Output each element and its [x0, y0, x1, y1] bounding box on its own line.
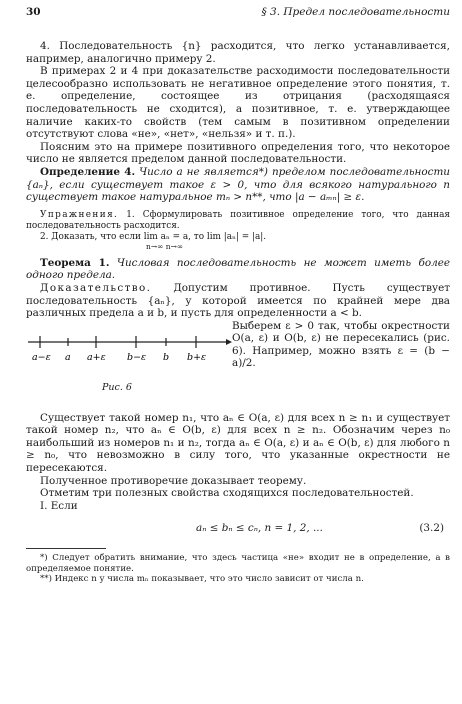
page-number: 30	[26, 6, 41, 18]
exercise-2: 2. Доказать, что если lim aₙ = a, то lim |aₙ| = |a|.	[40, 231, 267, 242]
label-a-plus-eps: a+ε	[87, 351, 106, 363]
exercise-2-limits: n→∞ n→∞	[146, 241, 184, 251]
paragraph-explain: Поясним это на примере позитивного определения того, что некоторое число не является пределом данной последовательности.	[26, 140, 450, 166]
definition-4	[26, 166, 450, 204]
arrow-icon	[226, 339, 232, 345]
label-a: a	[65, 351, 71, 363]
proof-text-4: Полученное противоречие доказывает теорему.	[40, 474, 307, 487]
exercises-title: Упражнения.	[40, 209, 119, 220]
figure-row	[26, 320, 450, 412]
running-title: § 3. Предел последовательности	[261, 6, 450, 18]
formula-expression: aₙ ≤ bₙ ≤ cₙ, n = 1, 2, ...	[196, 522, 323, 535]
paragraph-positive-definition: В примерах 2 и 4 при доказательстве расходимости последовательности целесообразно использовать не негативное определение этого понятия, т. е. определение, состоящее из отрицания (расходящаяся последовательность не сходится), а позитивное, т. е. утверждающее наличие каких-то свойств (тем самым в позитивном определении отсутствуют слова «не», «нет», «нельзя» и т. п.).	[26, 65, 450, 141]
footnote-2: **) Индекс n у числа mₙ показывает, что это число зависит от числа n.	[40, 574, 364, 585]
figure-caption: Рис. 6	[102, 381, 132, 393]
label-b-plus-eps: b+ε	[187, 351, 207, 363]
formula-3-2	[26, 520, 450, 538]
label-b-minus-eps: b−ε	[127, 351, 147, 363]
label-b: b	[163, 351, 170, 363]
proof-text-6: I. Если	[40, 499, 78, 512]
definition-text: Число a не является*) пределом последовательности {aₙ}, если существует такое ε > 0, что для всякого натурального n существует такое натуральное mₙ > n**, что |a − aₘₙ| ≥ ε.	[26, 165, 450, 204]
page-header	[26, 6, 450, 22]
exercises	[26, 210, 450, 251]
footnote-divider	[26, 548, 106, 549]
proof-start	[26, 282, 450, 320]
definition-label: Определение 4.	[40, 165, 136, 178]
proof-text-1: Допустим противное. Пусть существует последовательность {aₙ}, у которой имеется по крайней мере два различных предела a и b, и пусть для определенности a < b.	[26, 281, 450, 320]
theorem-label: Теорема 1.	[40, 256, 110, 269]
proof-text-3: Существует такой номер n₁, что aₙ ∈ O(a, ε) для всех n ≥ n₁ и существует такой номер n₂, что aₙ ∈ O(b, ε) для всех n ≥ n₂. Обозначим через n₀ наибольший из номеров n₁ и n₂, тогда aₙ ∈ O(a, ε) и aₙ ∈ O(b, ε) для любого n ≥ n₀, что невозможно в силу того, что указанные окрестности не пересекаются.	[26, 411, 450, 475]
proof-text-5: Отметим три полезных свойства сходящихся последовательностей.	[40, 487, 414, 500]
formula-number: (3.2)	[419, 522, 444, 535]
label-a-minus-eps: a−ε	[32, 351, 51, 363]
page-body	[26, 40, 450, 585]
paragraph-example-4: 4. Последовательность {n} расходится, что легко устанавливается, например, аналогично примеру 2.	[26, 40, 450, 65]
theorem-1	[26, 257, 450, 282]
proof-label: Доказательство.	[40, 281, 152, 294]
footnote-1: *) Следует обратить внимание, что здесь частица «не» входит не в определение, а в определяемое понятие.	[26, 553, 450, 574]
proof-text-2: Выберем ε > 0 так, чтобы окрестности O(a, ε) и O(b, ε) не пересекались (рис. 6). Например, можно взять ε = (b − a)/2.	[232, 319, 450, 370]
exercise-1: 1. Сформулировать позитивное определение того, что данная последовательность расходится.	[26, 209, 450, 231]
number-line-figure	[26, 320, 232, 380]
theorem-text: Числовая последовательность не может иметь более одного предела.	[26, 256, 450, 282]
figure-6	[26, 320, 232, 412]
